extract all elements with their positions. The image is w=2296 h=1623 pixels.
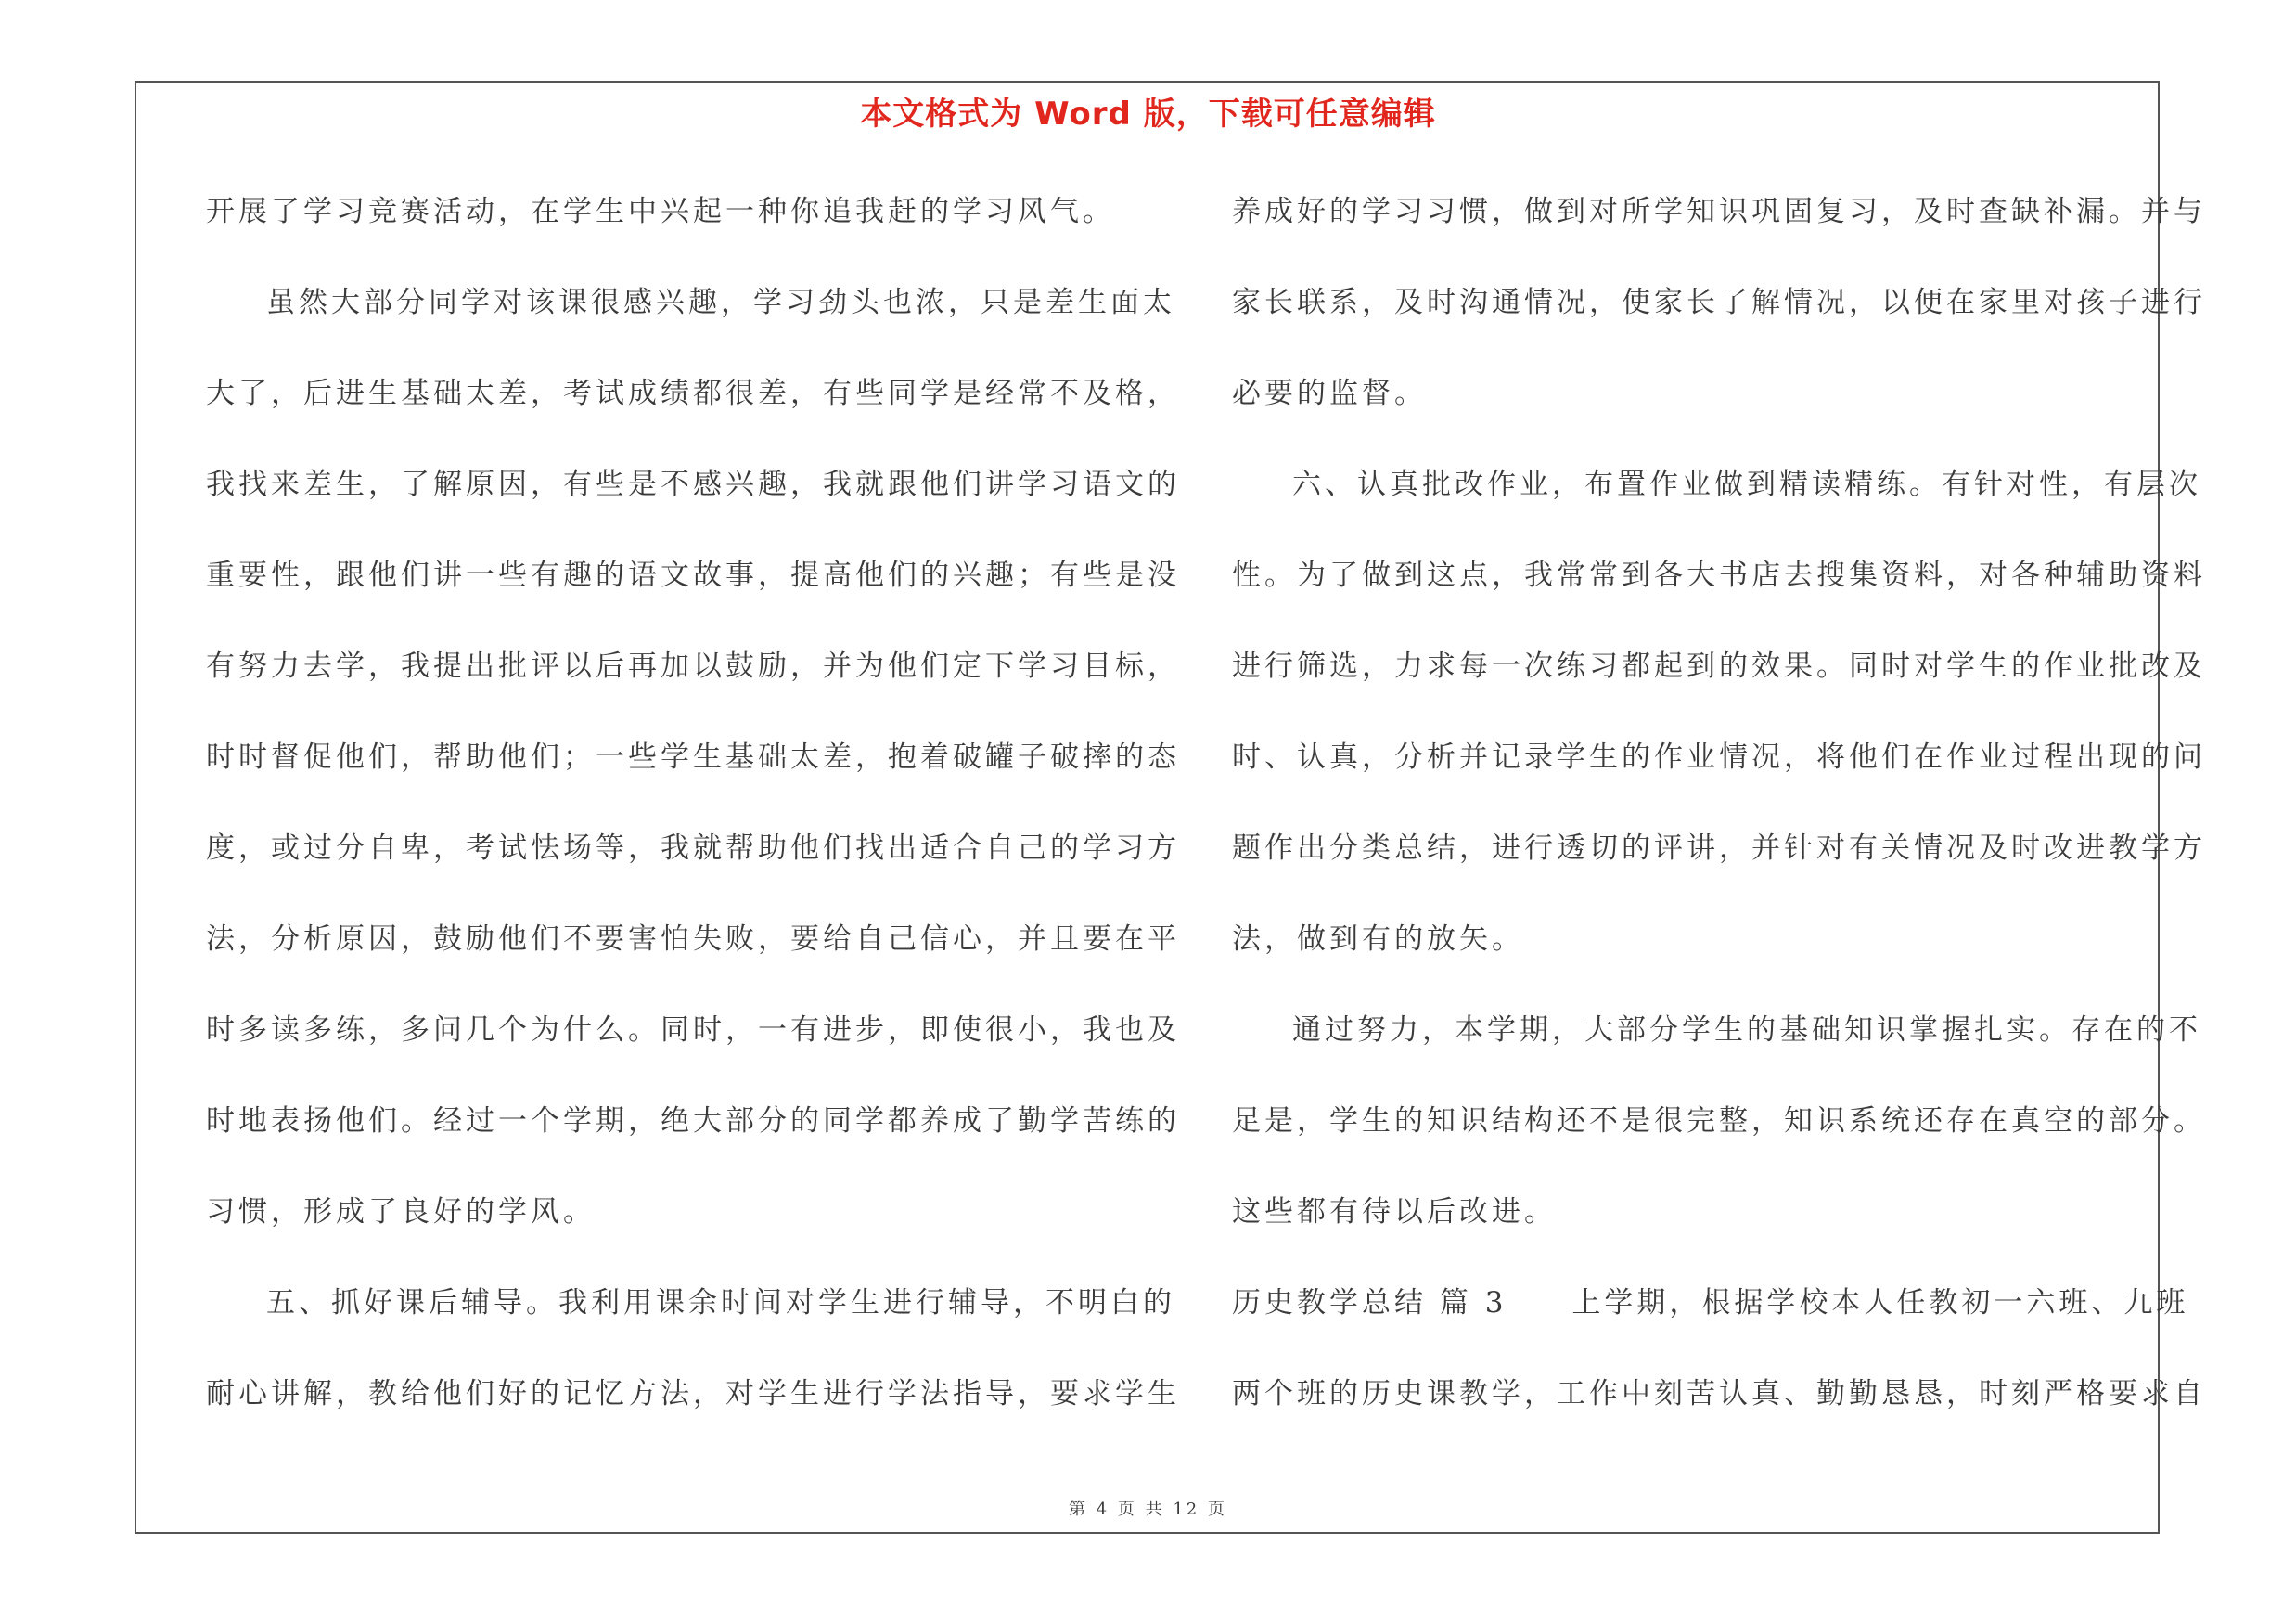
text-line: 大了，后进生基础太差，考试成绩都很差，有些同学是经常不及格， <box>206 377 1180 410</box>
text-line: 六、认真批改作业，布置作业做到精读精练。有针对性，有层次 <box>1292 468 2201 501</box>
text-line: 时时督促他们，帮助他们；一些学生基础太差，抱着破罐子破摔的态 <box>206 741 1180 774</box>
text-line: 耐心讲解，教给他们好的记忆方法，对学生进行学法指导，要求学生 <box>206 1377 1180 1410</box>
text-line: 时地表扬他们。经过一个学期，绝大部分的同学都养成了勤学苦练的 <box>206 1104 1180 1138</box>
text-line: 重要性，跟他们讲一些有趣的语文故事，提高他们的兴趣；有些是没 <box>206 559 1180 592</box>
left-column <box>206 184 1180 1457</box>
right-column <box>1232 184 2206 1457</box>
text-line: 家长联系，及时沟通情况，使家长了解情况，以便在家里对孩子进行 <box>1232 286 2206 319</box>
text-line: 历史教学总结 篇 3 上学期，根据学校本人任教初一六班、九班 <box>1232 1286 2189 1320</box>
text-line: 法，做到有的放矢。 <box>1232 922 1524 956</box>
text-line: 这些都有待以后改进。 <box>1232 1195 1557 1229</box>
text-line: 有努力去学，我提出批评以后再加以鼓励，并为他们定下学习目标， <box>206 650 1180 683</box>
text-line: 我找来差生，了解原因，有些是不感兴趣，我就跟他们讲学习语文的 <box>206 468 1180 501</box>
text-line: 养成好的学习习惯，做到对所学知识巩固复习，及时查缺补漏。并与 <box>1232 195 2206 228</box>
text-line: 时、认真，分析并记录学生的作业情况，将他们在作业过程出现的问 <box>1232 741 2206 774</box>
text-line: 题作出分类总结，进行透切的评讲，并针对有关情况及时改进教学方 <box>1232 831 2206 865</box>
text-line: 进行筛选，力求每一次练习都起到的效果。同时对学生的作业批改及 <box>1232 650 2206 683</box>
text-line: 虽然大部分同学对该课很感兴趣，学习劲头也浓，只是差生面太 <box>266 286 1175 319</box>
text-line: 法，分析原因，鼓励他们不要害怕失败，要给自己信心，并且要在平 <box>206 922 1180 956</box>
text-line: 习惯，形成了良好的学风。 <box>206 1195 596 1229</box>
text-line: 度，或过分自卑，考试怯场等，我就帮助他们找出适合自己的学习方 <box>206 831 1180 865</box>
text-line: 必要的监督。 <box>1232 377 1427 410</box>
text-line: 时多读多练，多问几个为什么。同时，一有进步，即使很小，我也及 <box>206 1013 1180 1047</box>
page-number-footer: 第 4 页 共 12 页 <box>1069 1500 1227 1519</box>
text-line: 通过努力，本学期，大部分学生的基础知识掌握扎实。存在的不 <box>1292 1013 2201 1047</box>
text-line: 两个班的历史课教学，工作中刻苦认真、勤勤恳恳，时刻严格要求自 <box>1232 1377 2206 1410</box>
text-line: 性。为了做到这点，我常常到各大书店去搜集资料，对各种辅助资料 <box>1232 559 2206 592</box>
text-line: 五、抓好课后辅导。我利用课余时间对学生进行辅导，不明白的 <box>266 1286 1175 1320</box>
document-banner: 本文格式为 Word 版，下载可任意编辑 <box>860 96 1436 133</box>
text-line: 开展了学习竞赛活动，在学生中兴起一种你追我赶的学习风气。 <box>206 195 1115 228</box>
text-line: 足是，学生的知识结构还不是很完整，知识系统还存在真空的部分。 <box>1232 1104 2206 1138</box>
